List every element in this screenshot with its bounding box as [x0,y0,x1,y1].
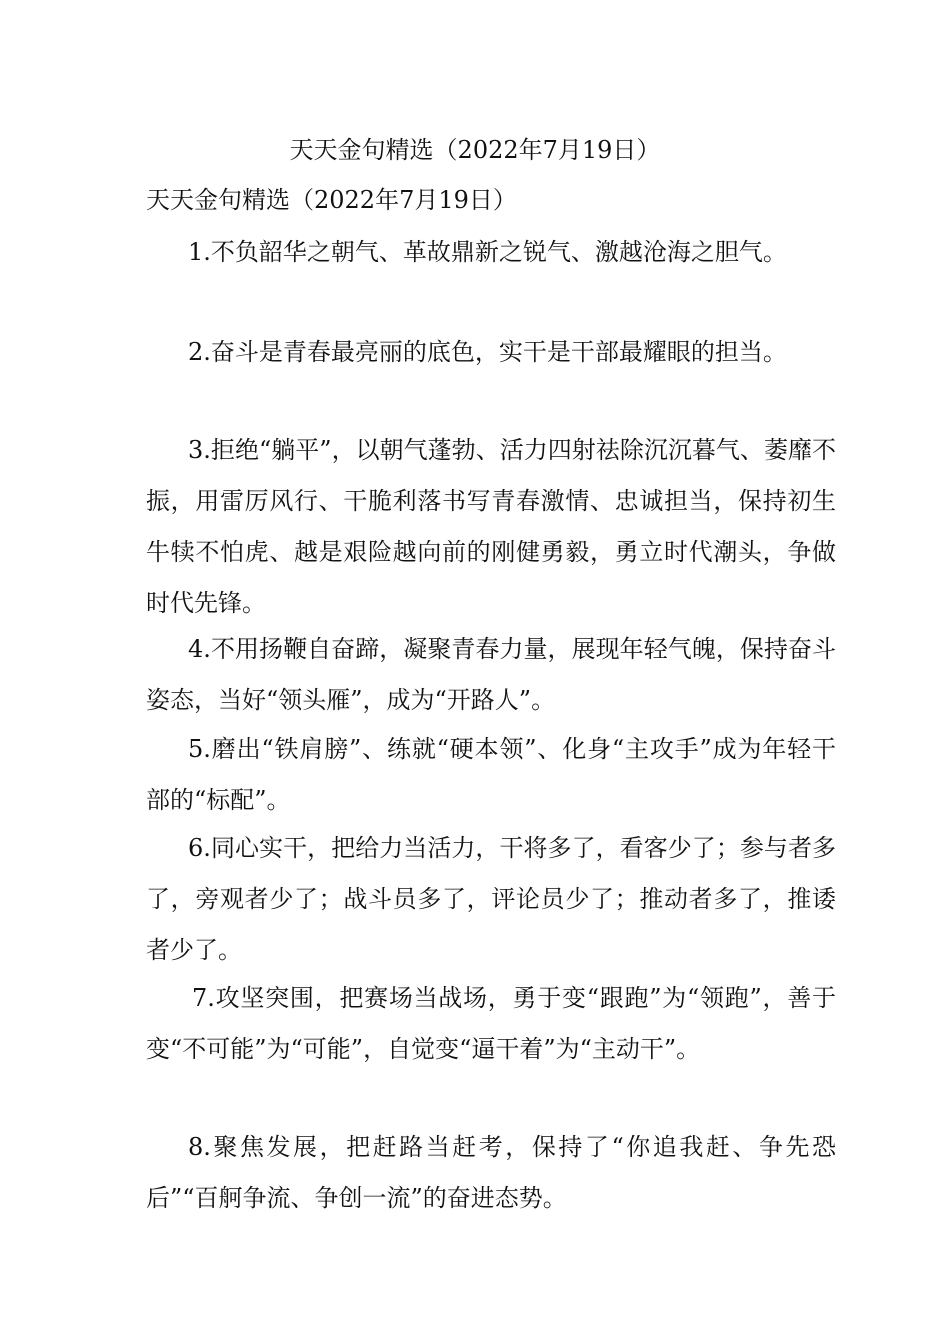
quote-paragraph-3: 3.拒绝“躺平”，以朝气蓬勃、活力四射祛除沉沉暮气、萎靡不振，用雷厉风行、干脆利落书写青春激情、忠诚担当，保持初生牛犊不怕虎、越是艰险越向前的刚健勇毅，勇立时代潮头，争做时代先锋。 [146,436,836,617]
quote-paragraph-7: 7.攻坚突围，把赛场当战场，勇于变“跟跑”为“领跑”，善于变“不可能”为“可能”，自觉变“逼干着”为“主动干”。 [146,984,836,1063]
quote-paragraph-4: 4.不用扬鞭自奋蹄，凝聚青春力量，展现年轻气魄，保持奋斗姿态，当好“领头雁”，成为“开路人”。 [146,635,836,714]
page-title: 天天金句精选（2022年7月19日） [289,136,661,164]
quote-paragraph-2: 2.奋斗是青春最亮丽的底色，实干是干部最耀眼的担当。 [188,338,787,366]
quote-paragraph-1: 1.不负韶华之朝气、革故鼎新之锐气、激越沧海之胆气。 [188,238,787,266]
quote-paragraph-8: 8.聚焦发展，把赶路当赶考，保持了“你追我赶、争先恐后”“百舸争流、争创一流”的奋进态势。 [146,1133,836,1212]
quote-paragraph-5: 5.磨出“铁肩膀”、练就“硬本领”、化身“主攻手”成为年轻干部的“标配”。 [146,735,836,814]
quote-paragraph-6: 6.同心实干，把给力当活力，干将多了，看客少了；参与者多了，旁观者少了；战斗员多了，评论员少了；推动者多了，推诿者少了。 [146,834,836,964]
document-subtitle: 天天金句精选（2022年7月19日） [146,186,517,214]
